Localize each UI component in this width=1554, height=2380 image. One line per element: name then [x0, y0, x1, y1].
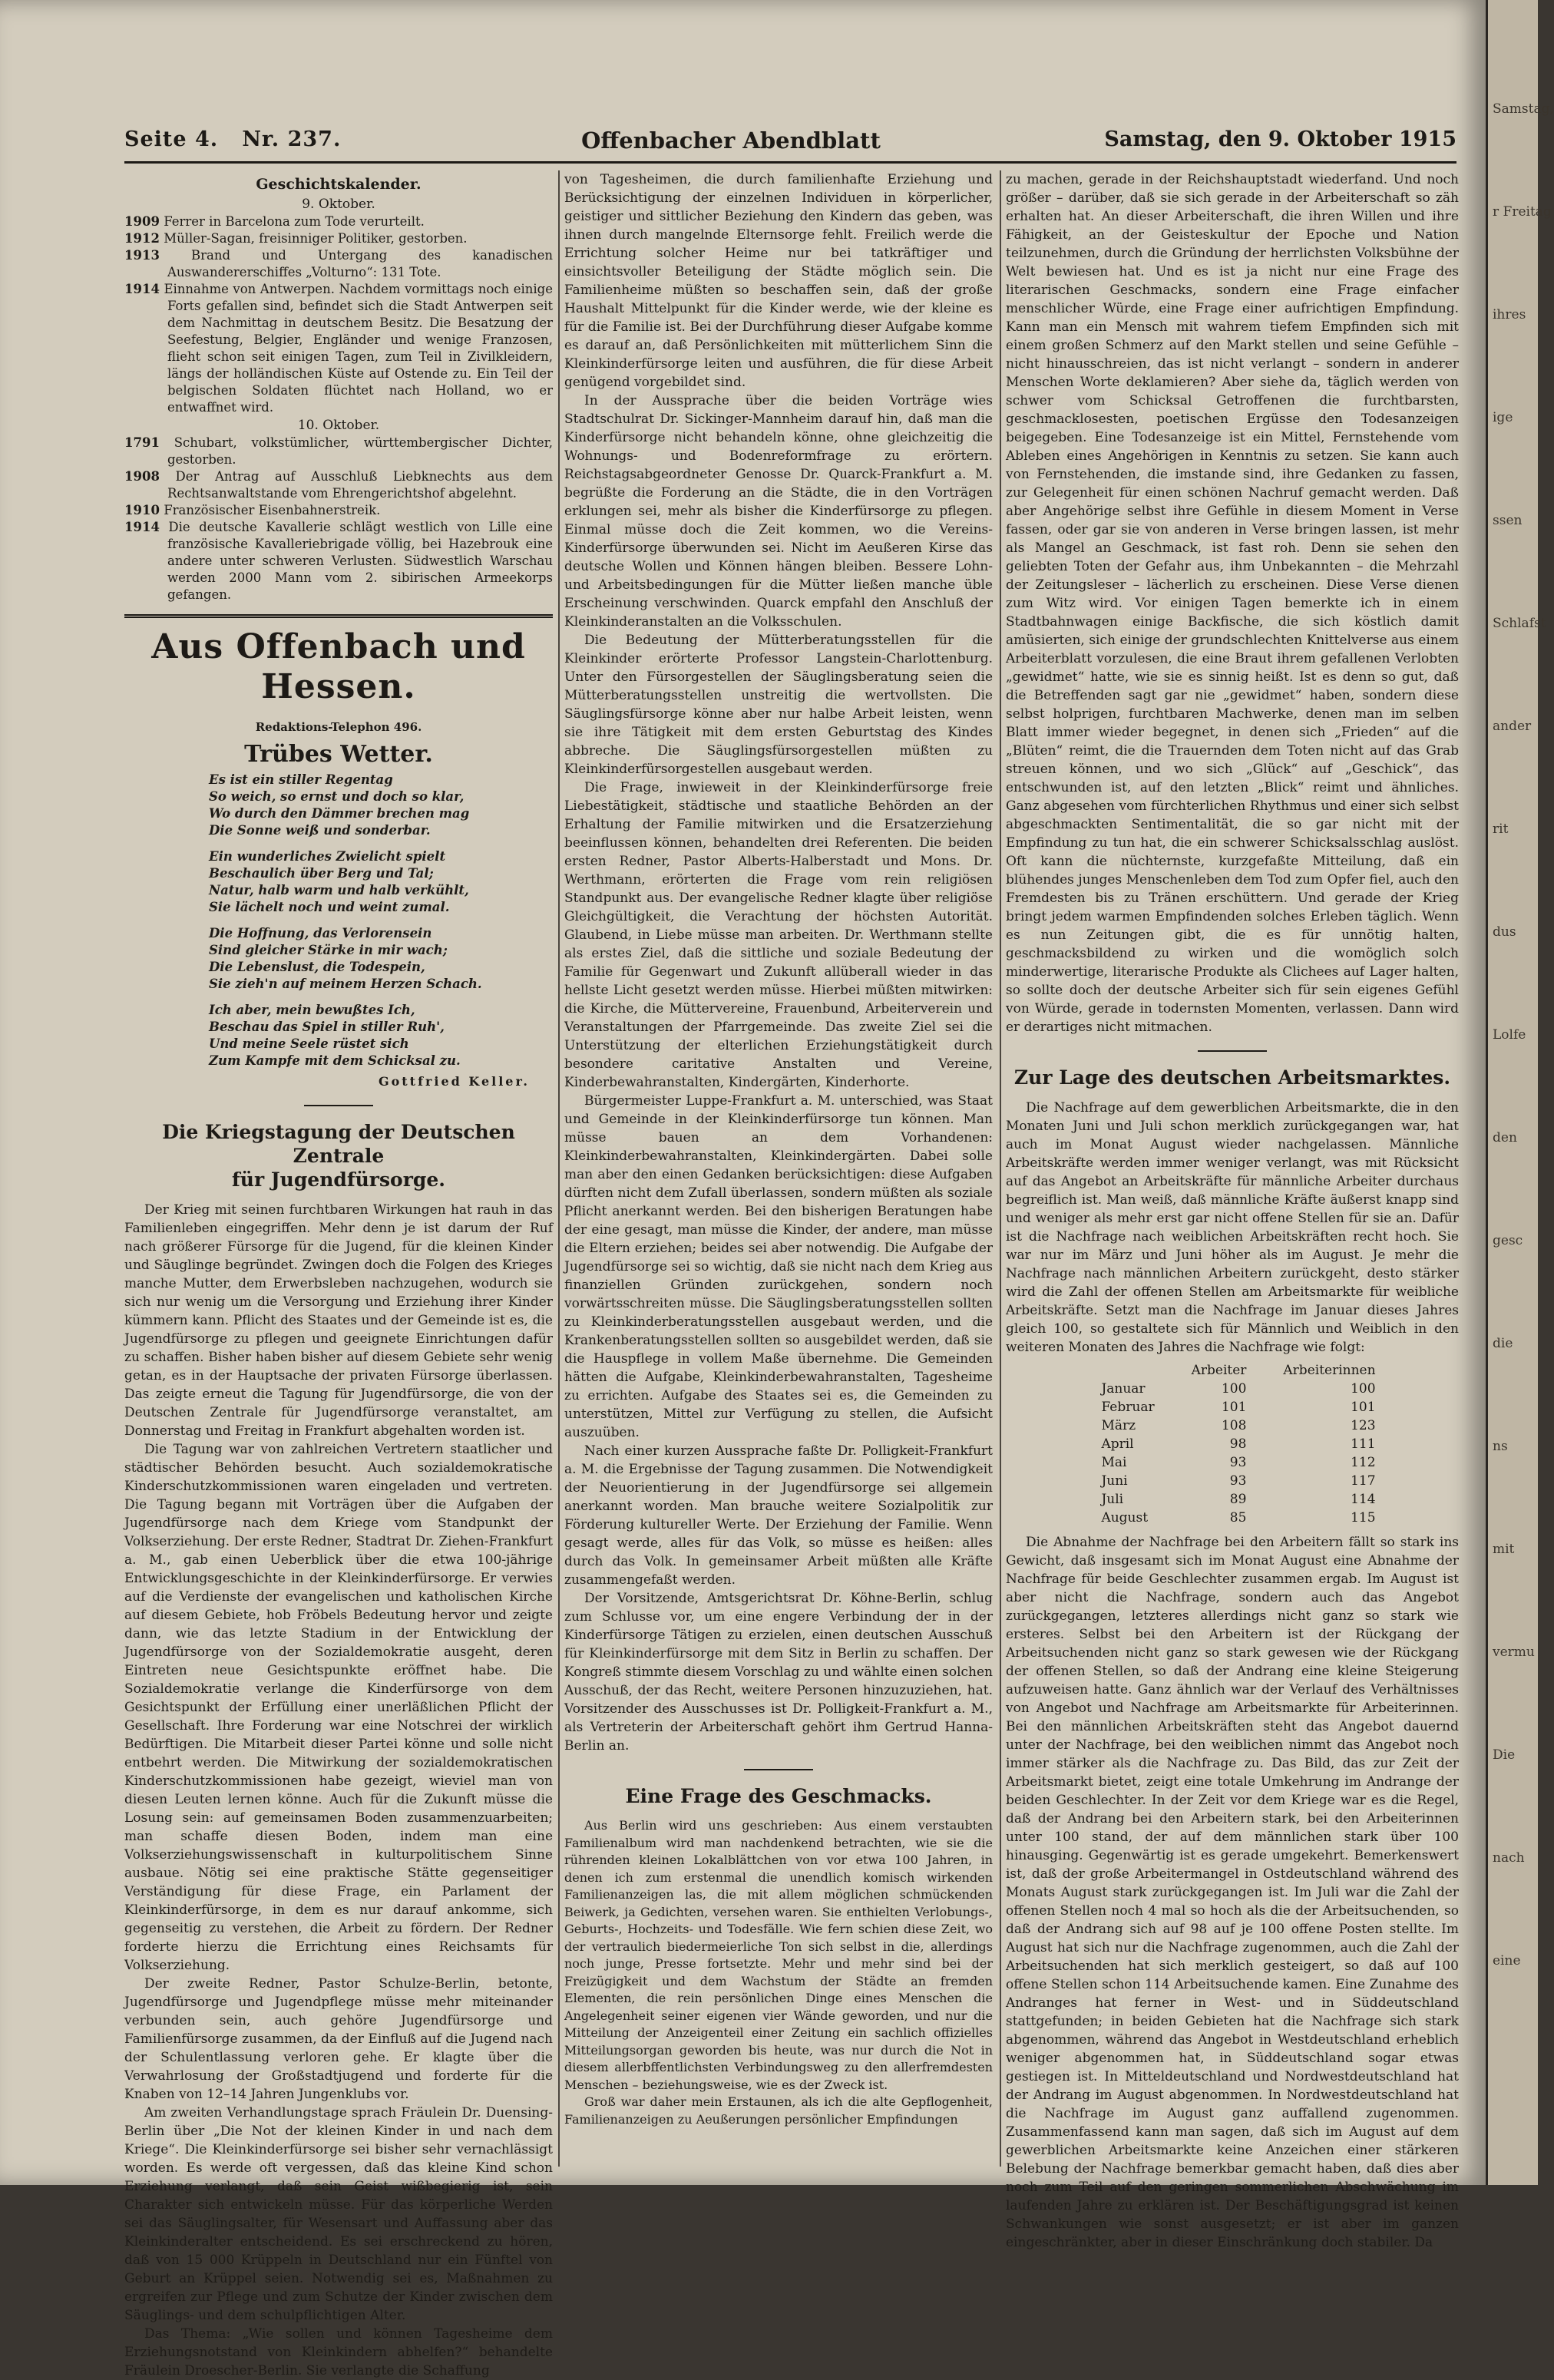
- column-1: [124, 170, 553, 2378]
- adjacent-line: nach: [1493, 1850, 1525, 1866]
- calendar-year: 1910: [124, 503, 160, 517]
- poem-line: Die Hoffnung, das Verlorensein: [209, 926, 432, 940]
- poem-line: Natur, halb warm und halb verkühlt,: [209, 883, 469, 897]
- table-row: [1070, 1380, 1394, 1398]
- paragraph: Die Tagung war von zahlreichen Vertretern staatlicher und städtischer Behörden besucht. Auch sozialdemokratische Kinderschutzkommissionen waren eingeladen und vertreten. Die Tagung begann mit Vorträgen über die Aufgaben der Jugendfürsorge nach dem Kriege vom Standpunkt der Volkserziehung. Der erste Redner, Stadtrat Dr. Ziehen-Frankfurt a. M., gab einen Ueberblick über die etwa 100-jährige Entwicklungsgeschichte in der Kleinkinderfürsorge. Er verwies auf die Verdienste der evangelischen und katholischen Kirche auf diesem Gebiete, hob Fröbels Bedeutung hervor und zeigte dann, wie das letzte Stadium in der Entwicklung der Jugendfürsorge von der Sozialdemokratie ausgeht, deren Eintreten neue Gesichtspunkte eröffnet habe. Die Sozialdemokratie verlange die Kinderfürsorge von dem Gesichtspunkt der Erfüllung einer unerläßlichen Pflicht der Gesellschaft. Ihre Forderung war eine Notschrei der wirklich Bedürftigen. Die Mitarbeit dieser Partei könne und solle nicht entbehrt werden. Die Mitwirkung der sozialdemokratischen Kinderschutzkommissionen habe gezeigt, wieviel man von diesen Leuten lernen könne. Auch für die Zukunft müsse die Losung sein: auf gemeinsamen Boden zusammenzuarbeiten; man schaffe diesen Boden, indem man eine Volkserziehungswissenschaft in kulturpolitischem Sinne ausbaue. Nötig sei eine praktische Stätte gegenseitiger Verständigung für diese Frage, ein Parlament der Kleinkinderfürsorge, in dem es nur darauf ankomme, sich gegenseitig zu verstehen, die Arbeit zu fördern. Der Redner forderte hierzu die Errichtung eines Reichsamts für Volkserziehung.: [124, 1442, 553, 1973]
- adjacent-line: Die: [1493, 1747, 1516, 1763]
- calendar-year: 1912: [124, 231, 160, 246]
- table-body: [1070, 1380, 1394, 1527]
- paragraph: Am zweiten Verhandlungstage sprach Fräulein Dr. Duensing-Berlin über „Die Not der kleinen Kinder in und nach dem Kriege“. Die Kleinkinderfürsorge sei bisher sehr vernachlässigt worden. Es werde oft vergessen, daß das kleine Kind schon Erziehung verlangt, daß sein Geist wißbegierig ist, sein Charakter sich entwickeln müsse. Für das körperliche Werden sei das Säuglingsalter, für Wesensart und Auffassung aber das Kleinkinderalter entscheidend. Es sei erschreckend zu hören, daß von 15 000 Krüppeln in Deutschland nur ein Fünftel von Geburt an Krüppel seien. Notwendig sei es, Maßnahmen zu ergreifen zur Pflege und zum Schutze der Kinder zwischen dem Säuglings- und dem schulpflichtigen Alter.: [124, 2105, 553, 2323]
- poem-line: Und meine Seele rüstet sich: [209, 1036, 409, 1051]
- stanza-gap: [209, 839, 553, 848]
- section-divider: [124, 614, 553, 618]
- month-cell: Februar: [1101, 1400, 1155, 1415]
- adjacent-line: ige: [1493, 410, 1513, 425]
- calendar-text: Die deutsche Kavallerie schlägt westlich von Lille eine französische Kavalleriebrigade völlig, bei Hazebrouk eine andere unter schweren Verlusten. Südwestlich Warschau werden 2000 Mann vom 2. sibirischen Armeekorps gefangen.: [167, 520, 553, 602]
- month-cell: Juli: [1101, 1492, 1124, 1507]
- adjacent-line: gesc: [1493, 1233, 1523, 1248]
- paragraph: Groß war daher mein Erstaunen, als ich die alte Gepflogenheit, Familienanzeigen zu Aeußerungen persönlicher Empfindungen: [564, 2094, 993, 2127]
- men-cell: 93: [1229, 1455, 1247, 1470]
- adjacent-line: Lolfe: [1493, 1027, 1526, 1043]
- women-cell: 111: [1351, 1436, 1376, 1452]
- women-cell: 112: [1351, 1455, 1376, 1470]
- women-cell: 117: [1351, 1473, 1376, 1489]
- article-title: Zur Lage des deutschen Arbeitsmarktes.: [1013, 1066, 1451, 1089]
- men-cell: 100: [1221, 1381, 1247, 1397]
- men-cell: 89: [1229, 1492, 1247, 1507]
- paragraph: Der Krieg mit seinen furchtbaren Wirkungen hat rauh in das Familienleben eingegriffen. Mehr denn je ist darum der Ruf nach größerer Fürsorge für die Jugend, für die kleinen Kinder und Säuglinge begründet. Zwingen doch die Folgen des Krieges manche Mutter, dem Erwerbsleben nachzugehen, wodurch sie sich nur wenig um die Versorgung und Erziehung ihrer Kinder kümmern kann. Pflicht des Staates und der Gemeinde ist es, die Jugendfürsorge zu pflegen und geeignete Einrichtungen dafür zu schaffen. Bisher haben bisher auf diesem Gebiete sehr wenig getan, es in der Hauptsache der privaten Fürsorge überlassen. Das zeigte erneut die Tagung für Jugendfürsorge, die von der Deutschen Zentrale für Jugendfürsorge veranstaltet, am Donnerstag und Freitag in Frankfurt abgehalten worden ist.: [124, 1202, 553, 1439]
- calendar-year: 1791: [124, 435, 160, 450]
- table-header: Arbeiter: [1191, 1363, 1247, 1378]
- column-rule: [558, 170, 560, 2167]
- article-body: [124, 1201, 553, 2380]
- calendar-entry: [124, 519, 553, 603]
- table-row: [1070, 1416, 1394, 1435]
- adjacent-line: mit: [1493, 1542, 1515, 1557]
- article-title-line: Die Kriegstagung der Deutschen Zentrale: [162, 1121, 515, 1167]
- adjacent-line: den: [1493, 1130, 1517, 1145]
- adjacent-page-text: [1488, 0, 1554, 1970]
- table-row: [1070, 1398, 1394, 1416]
- calendar-text: Brand und Untergang des kanadischen Auswandererschiffes „Volturno“: 131 Tote.: [167, 248, 553, 279]
- page-header: [124, 115, 1456, 164]
- table-row: [1070, 1453, 1394, 1472]
- calendar-text: Schubart, volkstümlicher, württembergischer Dichter, gestorben.: [167, 435, 553, 467]
- adjacent-line: rit: [1493, 821, 1509, 837]
- stanza-gap: [209, 993, 553, 1002]
- calendar-entry: [124, 281, 553, 416]
- poem-line: Die Sonne weiß und sonderbar.: [209, 823, 431, 838]
- paragraph: Bürgermeister Luppe-Frankfurt a. M. unterschied, was Staat und Gemeinde in der Kleinkinderfürsorge tun können. Man müsse bauen an dem Vorhandenen: Kleinkinderbewahranstalten, Kleinkindergärten. Dabei solle man aber den einen Gedanken berücksichtigen: diese Aufgaben dürften nicht dem Zufall überlassen, sondern müßten als soziale Pflicht anerkannt werden. Bei den bisherigen Beratungen habe der eine gesagt, man müsse die Kinder, der andere, man müsse die Eltern erziehen; beides sei aber notwendig. Die Aufgabe der Jugendfürsorge sei so wichtig, daß sie nicht nach dem Krieg aus finanziellen Gründen zurückgehen, sondern noch vorwärtsschreiten müsse. Die Säuglingsberatungsstellen sollten zu Kleinkinderberatungsstellen ausgebaut werden, und die Krankenberatungsstellen sollten so ausgebildet werden, daß sie die Hauspflege in vollem Maße übernehme. Die Gemeinden hätten die Aufgabe, Kleinkinderbewahranstalten, Tagesheime zu errichten. Aufgabe des Staates sei es, die Gemeinden zu unterstützen, Mittel zur Verfügung zu stellen, die Aufsicht auszuüben.: [564, 1093, 993, 1440]
- paragraph: Nach einer kurzen Aussprache faßte Dr. Polligkeit-Frankfurt a. M. die Ergebnisse der Tagung zusammen. Die Notwendigkeit der Neuorientierung in der Jugendfürsorge sei allgemein anerkannt worden. Man brauche weitere Sozialpolitik zur Förderung kultureller Werte. Der Erziehung der Familie. Wenn gesagt werde, alles für das Volk, so müsse es heißen: alles durch das Volk. In gemeinsamer Arbeit müßten alle Kräfte zusammengefaßt werden.: [564, 1443, 993, 1588]
- poem-line: Sie zieh'n auf meinem Herzen Schach.: [209, 977, 482, 991]
- calendar-year: 1914: [124, 520, 160, 534]
- column-2: [564, 170, 993, 2167]
- calendar-text: Französischer Eisenbahnerstreik.: [164, 503, 381, 517]
- women-cell: 114: [1351, 1492, 1376, 1507]
- adjacent-line: die: [1493, 1336, 1513, 1351]
- article-body: [1006, 1533, 1459, 2252]
- calendar-entries: [124, 435, 553, 603]
- calendar-text: Einnahme von Antwerpen. Nachdem vormittags noch einige Forts gefallen sind, befindet sich die Stadt Antwerpen seit dem Nachmittag in deutschem Besitz. Die Besatzung der Seefestung, Belgier, Engländer und wenige Franzosen, flieht schon seit einigen Tagen, zum Teil in Zivilkleidern, längs der holländischen Küste auf Ostende zu. Ein Teil der belgischen Soldaten flüchtet nach Holland, wo er entwaffnet wird.: [164, 282, 553, 415]
- article-body: [1006, 1099, 1459, 1357]
- men-cell: 85: [1229, 1510, 1247, 1526]
- adjacent-line: ns: [1493, 1439, 1508, 1454]
- paragraph: Das Thema: „Wie sollen und können Tagesheime dem Erziehungsnotstand von Kleinkindern abhelfen?“ behandelte Fräulein Droescher-Berlin. Sie verlangte die Schaffung: [124, 2326, 553, 2378]
- month-cell: Mai: [1101, 1455, 1127, 1470]
- calendar-text: Müller-Sagan, freisinniger Politiker, gestorben.: [164, 231, 468, 246]
- month-cell: April: [1101, 1436, 1134, 1452]
- calendar-text: Ferrer in Barcelona zum Tode verurteilt.: [164, 214, 425, 229]
- paragraph: Der Vorsitzende, Amtsgerichtsrat Dr. Köhne-Berlin, schlug zum Schlusse vor, um eine engere Verbindung der in der Kinderfürsorge Tätigen zu erzielen, einen deutschen Ausschuß für Kleinkinderfürsorge mit dem Sitz in Berlin zu schaffen. Der Kongreß stimmte diesem Vorschlag zu und wählte einen solchen Ausschuß, der das Recht, weitere Personen hinzuzuziehen, hat. Vorsitzender des Ausschusses ist Dr. Polligkeit-Frankfurt a. M., als Vertreterin der Arbeiterschaft gehört ihm Gertrud Hanna-Berlin an.: [564, 1591, 993, 1754]
- women-cell: 115: [1351, 1510, 1376, 1526]
- calendar-entry: [124, 247, 553, 281]
- table-header-row: [1070, 1361, 1394, 1380]
- poem-title: Trübes Wetter.: [244, 741, 433, 768]
- calendar-year: 1914: [124, 282, 160, 296]
- article-divider: [744, 1769, 813, 1770]
- masthead: Offenbacher Abendblatt: [581, 127, 881, 154]
- calendar-date: 9. Oktober.: [302, 197, 375, 212]
- paragraph: Die Abnahme der Nachfrage bei den Arbeitern fällt so stark ins Gewicht, daß insgesamt sich im Monat August eine Abnahme der Nachfrage für beide Geschlechter zusammen ergab. Im August ist aber nicht die Nachfrage, sondern auch das Angebot zurückgegangen, letzteres allerdings nicht ganz so stark wie ersteres. Selbst bei den Arbeitern ist der Rückgang der Arbeitsuchenden nicht ganz so stark gewesen wie der Rückgang der offenen Stellen, so daß der Andrang eine kleine Steigerung aufzuweisen hatte. Ganz ähnlich war der Verlauf des Verhältnisses von Angebot und Nachfrage am Arbeitsmarkte für Arbeiterinnen. Bei den männlichen Arbeitskräften steht das Angebot dauernd unter der Nachfrage, bei den weiblichen nimmt das Angebot noch immer stärker als die Nachfrage zu. Das Bild, das zur Zeit der Arbeitsmarkt bietet, zeigt eine totale Umkehrung im Andrange der beiden Geschlechter. In der Zeit vor dem Kriege war es die Regel, daß der Andrang bei den Arbeitern stark, bei den Arbeiterinnen unter 100 stand, der auf dem männlichen stark über 100 hinausging. Gegenwärtig ist es gerade umgekehrt. Bemerkenswert ist, daß der große Arbeitermangel in Ostdeutschland während des Monats August stark zurückgegangen ist. Im Juli war die Zahl der offenen Stellen noch 4 mal so hoch als die der Arbeitsuchenden, so daß der Andrang sich auf 98 auf je 100 offene Posten stellte. Im August hat sich nur die Nachfrage zugenommen, auch die Zahl der Arbeitsuchenden hat sich merklich gesteigert, so daß auf 100 offene Stellen schon 114 Arbeitsuchende kamen. Eine Zunahme des Andranges hat ferner in West- und in Süddeutschland stattgefunden; in beiden Gebieten hat die Nachfrage sich stark abgenommen, während das Angebot in Westdeutschland erheblich weniger abgenommen hat, in Süddeutschland sogar etwas gestiegen ist. In Mitteldeutschland und Nordwestdeutschland hat der Andrang im August abgenommen. In Nordwestdeutschland hat die Nachfrage im August ganz auffallend zugenommen. Zusammenfassend kann man sagen, daß sich im August auf dem gewerblichen Arbeitsmarkte keine Anzeichen einer stärkeren Belebung der Nachfrage bemerkbar gemacht haben, daß dies aber noch zum Teil auf den geringen sommerlichen Abschwächung im laufenden Jahre zu erklären ist. Der Beschäftigungsgrad ist keinen Schwankungen wie sonst ausgesetzt; er ist aber im ganzen eingeschränkter, aber in dieser Einschränkung doch stabiler. Da: [1006, 1535, 1459, 2250]
- poem-line: Beschaulich über Berg und Tal;: [209, 866, 434, 881]
- calendar-entry: [124, 502, 553, 519]
- calendar-entry: [124, 468, 553, 502]
- poem-line: Sind gleicher Stärke in mir wach;: [209, 943, 448, 957]
- adjacent-line: vermu: [1493, 1645, 1535, 1660]
- adjacent-line: ihres: [1493, 307, 1526, 322]
- page-number: Seite 4. Nr. 237.: [124, 127, 342, 151]
- table-row: [1070, 1509, 1394, 1527]
- adjacent-line: Samstag,: [1493, 101, 1554, 117]
- month-cell: Juni: [1101, 1473, 1128, 1489]
- calendar-year: 1908: [124, 469, 160, 484]
- poem-line: Wo durch den Dämmer brechen mag: [209, 806, 470, 821]
- paragraph: Die Bedeutung der Mütterberatungsstellen für die Kleinkinder erörterte Professor Langstein-Charlottenburg. Unter den Fürsorgestellen der Säuglingsberatung seien die Mütterberatungsstellen unstreitig die wertvollsten. Die Säuglingsfürsorge könne aber nur halbe Arbeit leisten, wenn sie ihre Tätigkeit mit dem ersten Geburtstag des Kindes abbreche. Die Säuglingsfürsorgestellen müßten zu Kleinkinderfürsorgestellen ausgebaut werden.: [564, 633, 993, 777]
- poem-line: Ich aber, mein bewußtes Ich,: [209, 1003, 415, 1017]
- women-cell: 101: [1351, 1400, 1376, 1415]
- paragraph: In der Aussprache über die beiden Vorträge wies Stadtschulrat Dr. Sickinger-Mannheim darauf hin, daß man die Kinderfürsorge nicht behandeln könne, ohne gleichzeitig die Wohnungs- und Bodenreformfrage zu erörtern. Reichstagsabgeordneter Genosse Dr. Quarck-Frankfurt a. M. begrüßte die Forderung an die Städte, die in den Vorträgen erklungen sei, mehr als bisher die Kinderfürsorge zu pflegen. Einmal müsse doch die Zeit kommen, wo die Vereins-Kinderfürsorge überwunden sei. Nicht im Aeußeren Kirse das deutsche Wollen und Können hängen bleiben. Bessere Lohn- und Arbeitsbedingungen für die Mütter ließen manche üble Erscheinung verschwinden. Quarck empfahl den Anschluß der Kleinkinderanstalten an die Volksschulen.: [564, 393, 993, 630]
- men-cell: 93: [1229, 1473, 1247, 1489]
- history-calendar: [124, 175, 553, 603]
- poem-line: Es ist ein stiller Regentag: [209, 772, 393, 787]
- adjacent-line: eine: [1493, 1953, 1521, 1968]
- table-row: [1070, 1472, 1394, 1490]
- poem-line: So weich, so ernst und doch so klar,: [209, 789, 465, 804]
- article-body: [564, 1817, 993, 2128]
- demand-table: [1070, 1361, 1394, 1527]
- poem-line: Zum Kampfe mit dem Schicksal zu.: [209, 1053, 461, 1068]
- paragraph: Die Frage, inwieweit in der Kleinkinderfürsorge freie Liebestätigkeit, städtische und staatliche Behörden an der Erhaltung der Familie mitwirken und die Ersatzerziehung beeinflussen können, behandelten drei Referenten. Die beiden ersten Redner, Pastor Alberts-Halberstadt und Mons. Dr. Werthmann, erörterten die Frage vom rein religiösen Standpunkt aus. Der evangelische Redner klagte über religiöse Gleichgültigkeit, die Verachtung der höchsten Autorität. Glaubend, in Liebe müsse man arbeiten. Dr. Werthmann stellte als erstes Ziel, daß die sittliche und soziale Bedeutung der Familie für Gegenwart und Zukunft allüberall wieder in das hellste Licht gesetzt werden müsse. Hierbei müßten mitwirken: die Kirche, die Müttervereine, Frauenbund, Arbeiterverein und Veranstaltungen der Pfarrgemeinde. Das zweite Ziel sei die Unterstützung der elterlichen Erziehungstätigkeit durch besondere caritative Anstalten und Vereine, Kinderbewahranstalten, Kindergärten, Kinderhorte.: [564, 780, 993, 1090]
- poem-line: Die Lebenslust, die Todespein,: [209, 960, 425, 974]
- article-body: [1006, 170, 1459, 1036]
- adjacent-line: dus: [1493, 924, 1516, 940]
- poem-line: Beschau das Spiel in stiller Ruh',: [209, 1020, 445, 1034]
- adjacent-line: ander: [1493, 719, 1532, 734]
- calendar-year: 1913: [124, 248, 160, 263]
- month-cell: August: [1101, 1510, 1149, 1526]
- calendar-entry: [124, 230, 553, 247]
- men-cell: 108: [1221, 1418, 1247, 1433]
- men-cell: 101: [1221, 1400, 1247, 1415]
- calendar-entry: [124, 213, 553, 230]
- calendar-entries: [124, 213, 553, 416]
- adjacent-line: Schlafst: [1493, 616, 1546, 631]
- paragraph: von Tagesheimen, die durch familienhafte Erziehung und Berücksichtigung der einzelnen Individuen in körperlicher, geistiger und sittlicher Beziehung den Kindern das geben, was ihnen durch mangelnde Elternsorge fehlt. Freilich werde die Errichtung solcher Heime nur bei tatkräftiger und einsichtsvoller Beteiligung der Städte möglich sein. Die Familienheime müßten so beschaffen sein, daß der große Haushalt Mittelpunkt für die Kinder werde, wie der kleine es für die Familie ist. Bei der Durchführung dieser Aufgabe komme es darauf an, daß Persönlichkeiten mit mütterlichem Sinn die Kleinkinderfürsorge leiten und ausführen, die für diese Arbeit genügend vorgebildet sind.: [564, 172, 993, 390]
- calendar-text: Der Antrag auf Ausschluß Liebknechts aus dem Rechtsanwaltstande vom Ehrengerichtshof abgelehnt.: [167, 469, 553, 501]
- paragraph: zu machen, gerade in der Reichshauptstadt wiederfand. Und noch größer – darüber, daß sie sich gerade in der Arbeiterschaft so zäh erhalten hat. An dieser Arbeiterschaft, die ihren Willen und ihre Fähigkeit, an der Geisteskultur der Epoche und Nation teilzunehmen, durch die Gründung der herrlichsten Volksbühne der Welt bewiesen hat. Und es ist ja nicht nur eine Frage des literarischen Geschmacks, sondern eine Frage einfacher menschlicher Würde, eine Frage einer aufrichtigen Empfindung. Kann man ein Mensch mit wahrem tiefem Empfinden sich mit einem großen Schmerz auf den Markt stellen und seine Gefühle – nicht hinausschreien, das ist nicht verlangt – sondern in anderer Menschen Worte deklamieren? Aber siehe da, täglich werden von schwer vom Schicksal Getroffenen die furchtbarsten, geschmacklosesten, poetischen Ergüsse den Todesanzeigen beigegeben. Eine Todesanzeige ist ein Mittel, Fernstehende vom Ableben eines Angehörigen in Kenntnis zu setzen. Sie kann auch von Fernstehenden, die imstande sind, ihre Gedanken zu fassen, zur Gelegenheit für einen schönen Nachruf gemacht werden. Daß aber Angehörige selbst ihre Gefühle in diesem Moment in Verse fassen, oder gar sie von anderen in Verse bringen lassen, ist mehr als Mangel an Geschmack, ist fast roh. Denn sie sehen den geliebten Toten der Gefahr aus, ihm Unbekannten – die Mehrzahl der Zeitungsleser – lächerlich zu erscheinen. Diese Verse dienen zum Witz wird. Vor einigen Tagen bemerkte ich in einem Stadtbahnwagen einige Backfische, die sich köstlich damit amüsierten, sich einige der grundschlechten Knittelverse aus einem Arbeiterblatt vorzulesen, die eine Braut ihrem gefallenen Verlobten „gewidmet“ hatte, wie sie es sinnig heißt. Ist es denn so gut, daß die Betreffenden sagt gar nie „gewidmet“ haben, sondern diese selbst holprigen, furchtbaren Machwerke, denen man im selben Blatt immer wieder begegnet, in denen sich „Frieden“ auf die „Blüten“ reimt, die die Trauernden dem Toten nicht auf das Grab streuen können, und wo sich „Glück“ auf „Geschick“, das entschwunden ist, auf den letzten „Blick“ reimt und ähnliches. Ganz abgesehen vom fürchterlichen Rhythmus und einer sich selbst abgeschmackten Sentimentalität, die so gar nicht mit der Empfindung zu tun hat, die ein schwerer Schicksalsschlag auslöst. Oft kann die nüchternste, kurzgefaßte Mitteilung, daß ein blühendes junges Menschenleben dem Tod zum Opfer fiel, auch den Fremdesten bis zu Tränen erschüttern. Und gerade der Krieg bringt jedem warmen Empfindenden solches Erleben täglich. Wenn es nun Zeitungen gibt, die es für unnötig halten, geschmacksbildend zu wirken und die womöglich solch minderwertige, literarische Produkte als Clichees auf Lager halten, so sollte doch der deutsche Arbeiter sich für sein eigenes Gefühl von Würde, gerade in todernsten Momenten, verlassen. Dann wird er derartiges nicht mitmachen.: [1006, 172, 1459, 1035]
- article-divider: [304, 1105, 373, 1106]
- table-row: [1070, 1435, 1394, 1453]
- article-title: Eine Frage des Geschmacks.: [625, 1785, 932, 1807]
- paragraph: Der zweite Redner, Pastor Schulze-Berlin, betonte, Jugendfürsorge und Jugendpflege müsse mehr miteinander verbunden sein, auch gehöre Jugendfürsorge und Familienfürsorge zusammen, da der Einfluß auf die Jugend nach der Schulentlassung verloren gehe. Er klagte über die Verwahrlosung der Großstadtjugend und forderte für die Knaben von 12–14 Jahren Jungenklubs vor.: [124, 1976, 553, 2102]
- adjacent-page-edge: [1486, 0, 1554, 2185]
- table-row: [1070, 1490, 1394, 1509]
- section-title: Aus Offenbach und Hessen.: [151, 627, 526, 706]
- women-cell: 123: [1351, 1418, 1376, 1433]
- paragraph: Aus Berlin wird uns geschrieben: Aus einem verstaubten Familienalbum wird man nachdenkend betrachten, wie sie die rührenden kleinen Lokalblättchen von vor etwa 100 Jahren, in denen ich zum erstenmal die unendlich komisch wirkenden Familienanzeigen las, die mit allem möglichen schmückenden Beiwerk, ja Gedichten, versehen waren. Sie enthielten Verlobungs-, Geburts-, Hochzeits- und Todesfälle. Wie fern schien diese Zeit, wo der vertraulich biedermeierliche Ton sich selbst in die, allerdings noch junge, Presse fortsetzte. Mehr und mehr sind bei der Freizügigkeit und dem Wachstum der Städte an fremden Elementen, die rein persönlichen Dinge eines Menschen die Angelegenheit seiner eigenen vier Wände geworden, und nur die Mitteilung der Anzeigenteil einer Zeitung ein sachlich offizielles Mitteilungsorgan geworden bis heute, was nur durch die Not in diesem allerbffentlichsten Verbindungsweg zu den allerfremdesten Menschen – beziehungsweise, wie es der Zweck ist.: [564, 1818, 993, 2092]
- month-cell: Januar: [1101, 1381, 1146, 1397]
- calendar-entry: [124, 435, 553, 468]
- article-divider: [1198, 1050, 1267, 1052]
- poem: [209, 772, 553, 1069]
- table-header: Arbeiterinnen: [1283, 1363, 1376, 1378]
- women-cell: 100: [1351, 1381, 1376, 1397]
- adjacent-line: r Freitag: [1493, 204, 1552, 220]
- men-cell: 98: [1229, 1436, 1247, 1452]
- column-3: [1006, 170, 1459, 2250]
- calendar-title: Geschichtskalender.: [256, 176, 422, 193]
- stanza-gap: [209, 916, 553, 925]
- poem-line: Sie lächelt noch und weint zumal.: [209, 900, 450, 914]
- issue-date: Samstag, den 9. Oktober 1915: [1104, 127, 1456, 151]
- column-rule: [1000, 170, 1001, 2167]
- poem-author: Gottfried Keller.: [378, 1074, 530, 1089]
- article-title-line: für Jugendfürsorge.: [232, 1169, 445, 1191]
- article-body: [564, 170, 993, 1755]
- article-title: [124, 1120, 553, 1192]
- month-cell: März: [1101, 1418, 1136, 1433]
- editorial-telephone: Redaktions-Telephon 496.: [255, 720, 422, 734]
- calendar-date: 10. Oktober.: [297, 418, 380, 433]
- paragraph: Die Nachfrage auf dem gewerblichen Arbeitsmarkte, die in den Monaten Juni und Juli schon merklich zurückgegangen war, hat auch im Monat August wieder nachgelassen. Männliche Arbeitskräfte werden immer weniger verlangt, was mit Rücksicht auf das Angebot an Arbeitskräfte für männliche Arbeiter durchaus begreiflich ist. Man weiß, daß männliche Kräfte äußerst knapp sind und weniger als mehr erst gar nicht offene Stellen für sie an. Dafür ist die Nachfrage nach weiblichen Arbeitskräften recht hoch. Sie war nur im März und Juni höher als im August. Je mehr die Nachfrage nach männlichen Arbeitern zurückgeht, desto stärker wird die Zahl der offenen Stellen am Arbeitsmarkte für weibliche Arbeitskräfte. Setzt man die Nachfrage im Januar dieses Jahres gleich 100, so gestaltete sich für Männlich und Weiblich in den weiteren Monaten des Jahres die Nachfrage wie folgt:: [1006, 1100, 1459, 1355]
- calendar-year: 1909: [124, 214, 160, 229]
- adjacent-line: ssen: [1493, 513, 1523, 528]
- poem-line: Ein wunderliches Zwielicht spielt: [209, 849, 446, 864]
